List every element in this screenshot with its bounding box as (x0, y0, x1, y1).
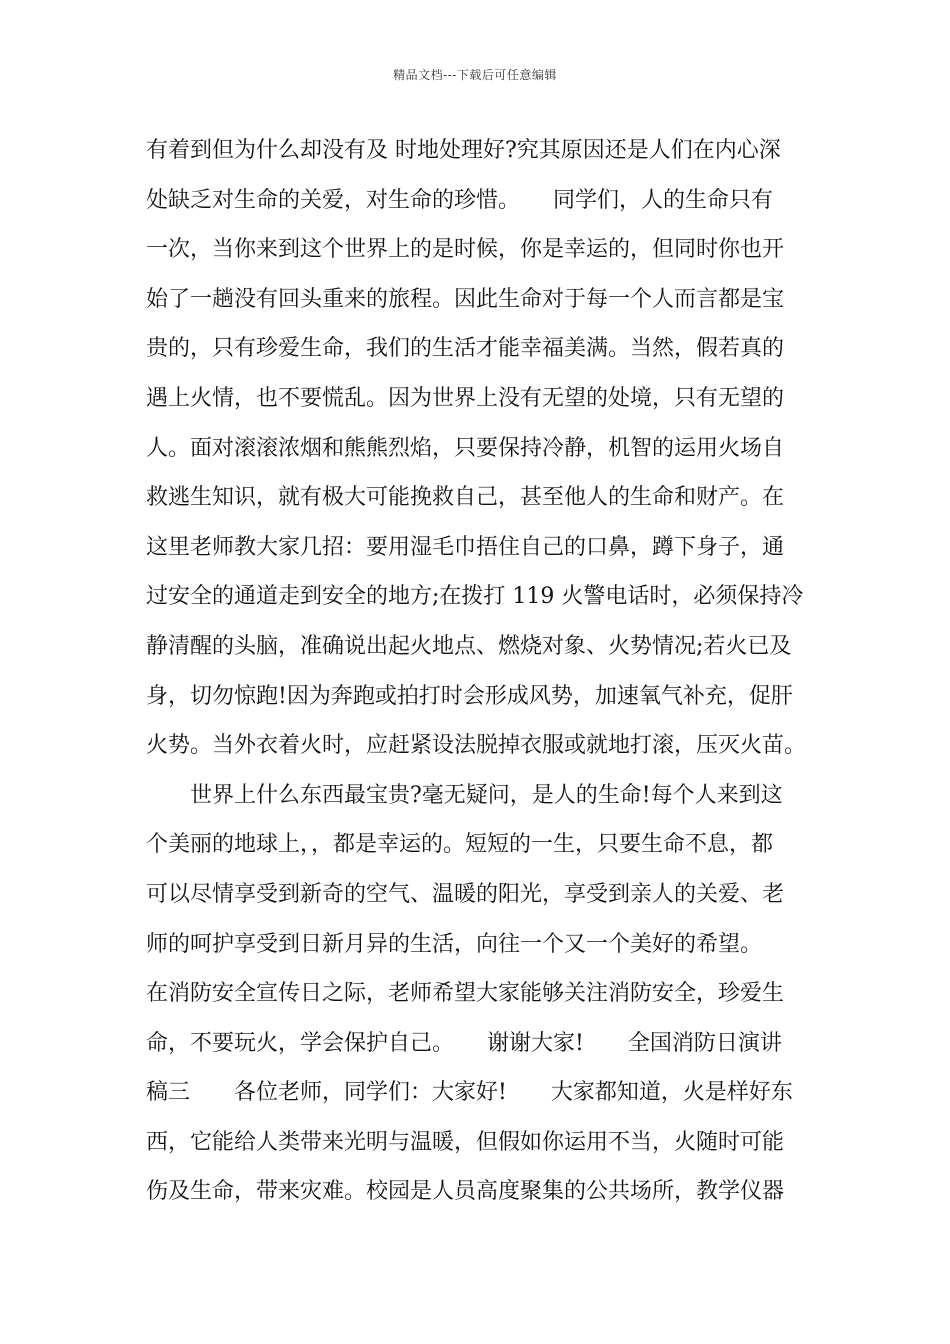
text-line: 在消防安全宣传日之际，老师希望大家能够关注消防安全，珍爱生 (146, 981, 785, 1007)
text-line: 这里老师教大家几招：要用湿毛巾捂住自己的口鼻，蹲下身子，通 (146, 534, 785, 560)
text-line: 稿三 各位老师，同学们：大家好! 大家都知道，火是样好东 (146, 1080, 793, 1106)
text-line: 贵的，只有珍爱生命，我们的生活才能幸福美满。当然，假若真的 (146, 336, 785, 362)
text-line: 过安全的通道走到安全的地方;在拨打 119 火警电话时，必须保持冷 (146, 584, 804, 610)
text-line: 人。面对滚滚浓烟和熊熊烈焰，只要保持冷静，机智的运用火场自 (146, 435, 785, 461)
text-line: 命，不要玩火，学会保护自己。 谢谢大家! 全国消防日演讲 (146, 1030, 782, 1056)
text-line: 个美丽的地球上，，都是幸运的。短短的一生，只要生命不息，都 (146, 832, 774, 858)
text-line: 身，切勿惊跑!因为奔跑或拍打时会形成风势，加速氧气补充，促肝 (146, 683, 793, 709)
text-line: 始了一趟没有回头重来的旅程。因此生命对于每一个人而言都是宝 (146, 286, 785, 312)
text-line: 伤及生命，带来灾难。校园是人员高度聚集的公共场所，教学仪器 (146, 1179, 785, 1205)
text-line: 救逃生知识，就有极大可能挽救自己，甚至他人的生命和财产。在 (146, 485, 785, 511)
text-line: 火势。当外衣着火时，应赶紧设法脱掉衣服或就地打滚，压灭火苗。 (146, 733, 807, 759)
text-line: 遇上火情，也不要慌乱。因为世界上没有无望的处境，只有无望的 (146, 385, 785, 411)
text-line: 静清醒的头脑，准确说出起火地点、燃烧对象、火势情况;若火已及 (146, 633, 792, 659)
body-text (146, 126, 826, 1217)
text-line: 一次，当你来到这个世界上的是时候，你是幸运的，但同时你也开 (146, 237, 785, 263)
text-line: 世界上什么东西最宝贵?毫无疑问，是人的生命!每个人来到这 (146, 782, 783, 808)
text-line: 师的呵护享受到日新月异的生活，向往一个又一个美好的希望。 (146, 931, 763, 957)
text-line: 有着到但为什么却没有及 时地处理好?究其原因还是人们在内心深 (146, 138, 781, 163)
text-line: 可以尽情享受到新奇的空气、温暖的阳光，享受到亲人的关爱、老 (146, 881, 785, 907)
text-line: 处缺乏对生命的关爱，对生命的珍惜。 同学们，人的生命只有 (146, 187, 774, 213)
text-line: 西，它能给人类带来光明与温暖，但假如你运用不当，火随时可能 (146, 1129, 785, 1155)
page-header: 精品文档---下载后可任意编辑 (393, 68, 557, 82)
